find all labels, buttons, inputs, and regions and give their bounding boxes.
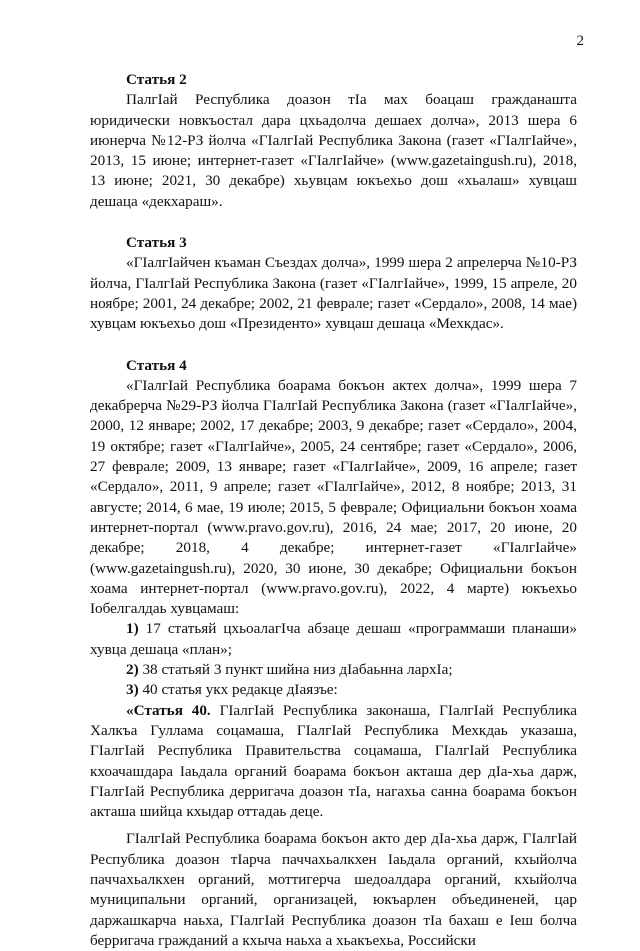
list-item-number: 3) xyxy=(126,681,139,699)
page-number: 2 xyxy=(576,33,584,49)
list-item xyxy=(90,660,577,680)
list-item xyxy=(90,619,577,660)
article-4-heading: Статья 4 xyxy=(126,356,187,374)
article-40-label: «Статья 40. xyxy=(126,701,211,719)
article-40-text: ГӀалгӀай Республика законаша, ГӀалгӀай Республика Халкъа Гуллама соцамаша, ГӀалгӀай Республика Мехкдаь указаша, ГӀалгӀай Республика Правительства соцамаша, ГӀалгӀай Республика кхоачашдара Ӏаьдала органий боарама бокъон акташа дер дӀа-хьа дарж, ГӀалгӀай Республика дерригача доазон тӀа, нагахьа санна боарама бокъон акташа шийца кхыдар оттадаь деце. xyxy=(90,701,577,821)
document-body xyxy=(90,70,577,951)
article-4-intro: «ГӀалгӀай Республика боарама бокъон актех долча», 1999 шера 7 декабрерча №29-РЗ йолча ГӀалгӀай Республика Закона (газет «ГӀалгӀайче», 2000, 12 январе; 2002, 17 декабре; 2003, 9 декабре; газет «Сердало», 2004, 19 октябре; газет «ГӀалгӀайче», 2005, 24 сентябре; газет «Сердало», 2006, 27 феврале; 2009, 13 январе; газет «ГӀалгӀайче», 2009, 16 апреле; газет «Сердало», 2011, 9 апреле; газет «ГӀалгӀайче», 2012, 8 ноябре; 2013, 31 августе; 2014, 6 мае, 19 июле; 2015, 5 феврале; Официальни бокъон хоама интернет-портал (www.pravo.gov.ru), 2016, 24 мае; 2017, 20 июне, 20 декабре; 2018, 4 декабре; интернет-газет «ГӀалгӀайче» (www.gazetaingush.ru), 2020, 30 июне, 30 декабре; Официальни бокъон хоама интернет-портал (www.pravo.gov.ru), 2022, 4 марте) юкъехьо Ӏобелгалдаь хувцамаш: xyxy=(90,376,577,618)
article-3-heading: Статья 3 xyxy=(126,234,187,252)
list-item xyxy=(90,680,577,700)
list-item-number: 1) xyxy=(126,620,139,638)
article-2-heading: Статья 2 xyxy=(126,71,187,88)
article-40-paragraph-2: ГӀалгӀай Республика боарама бокъон акто дер дӀа-хьа дарж, ГӀалгӀай Республика доазон тӀарча паччахьалкхен Ӏаьдала органий, кхыйолча паччахьалкхен органий, моттигерча шедоалдара органий, кхыйолча муниципальни органий, организацей, юкъарлен объединеней, цар даржашкарча наьха, ГӀалгӀай Республика доазон тӀа бахаш е Ӏеш болча берригача гражданий а кхыча наьха а хьакъехьа, Российски xyxy=(90,830,577,949)
list-item-number: 2) xyxy=(126,661,139,679)
article-3-text: «ГӀалгӀайчен къаман Съездах долча», 1999 шера 2 апрелерча №10-РЗ йолча, ГӀалгӀай Республика Закона (газет «ГӀалгӀайче», 1999, 15 апреле, 20 ноябре; 2001, 24 декабре; 2002, 21 феврале; газет «Сердало», 2008, 14 мае) хувцам юкъехьо дош «Президенто» хувцаш дешаца «Мехкдас». xyxy=(90,254,577,333)
article-2-text: ПалгӀай Республика доазон тӀа мах боацаш гражданашта юридически новкъостал дара цхьадолча дешаех долча», 2013 шера 6 июнерча №12-РЗ йолча «ГӀалгӀай Республика Закона (газет «ГӀалгӀайче», 2013, 15 июне; интернет-газет «ГӀалгӀайче» (www.gazetaingush.ru), 2018, 13 июне; 2021, 30 декабре) хьувцам юкъехьо дош «хьалаш» хувцаш дешаца «декхараш». xyxy=(90,91,577,210)
list-item-text: 38 статьяй 3 пункт шийна низ дӀабаьнна лархӀа; xyxy=(138,661,453,679)
list-item-text: 40 статья укх редакце дӀаязъе: xyxy=(138,681,338,699)
list-item-text: 17 статьяй цхьоалагӀча абзаце дешаш «программаши планаши» хувца дешаца «план»; xyxy=(90,620,577,658)
article-40-quote xyxy=(90,701,577,823)
